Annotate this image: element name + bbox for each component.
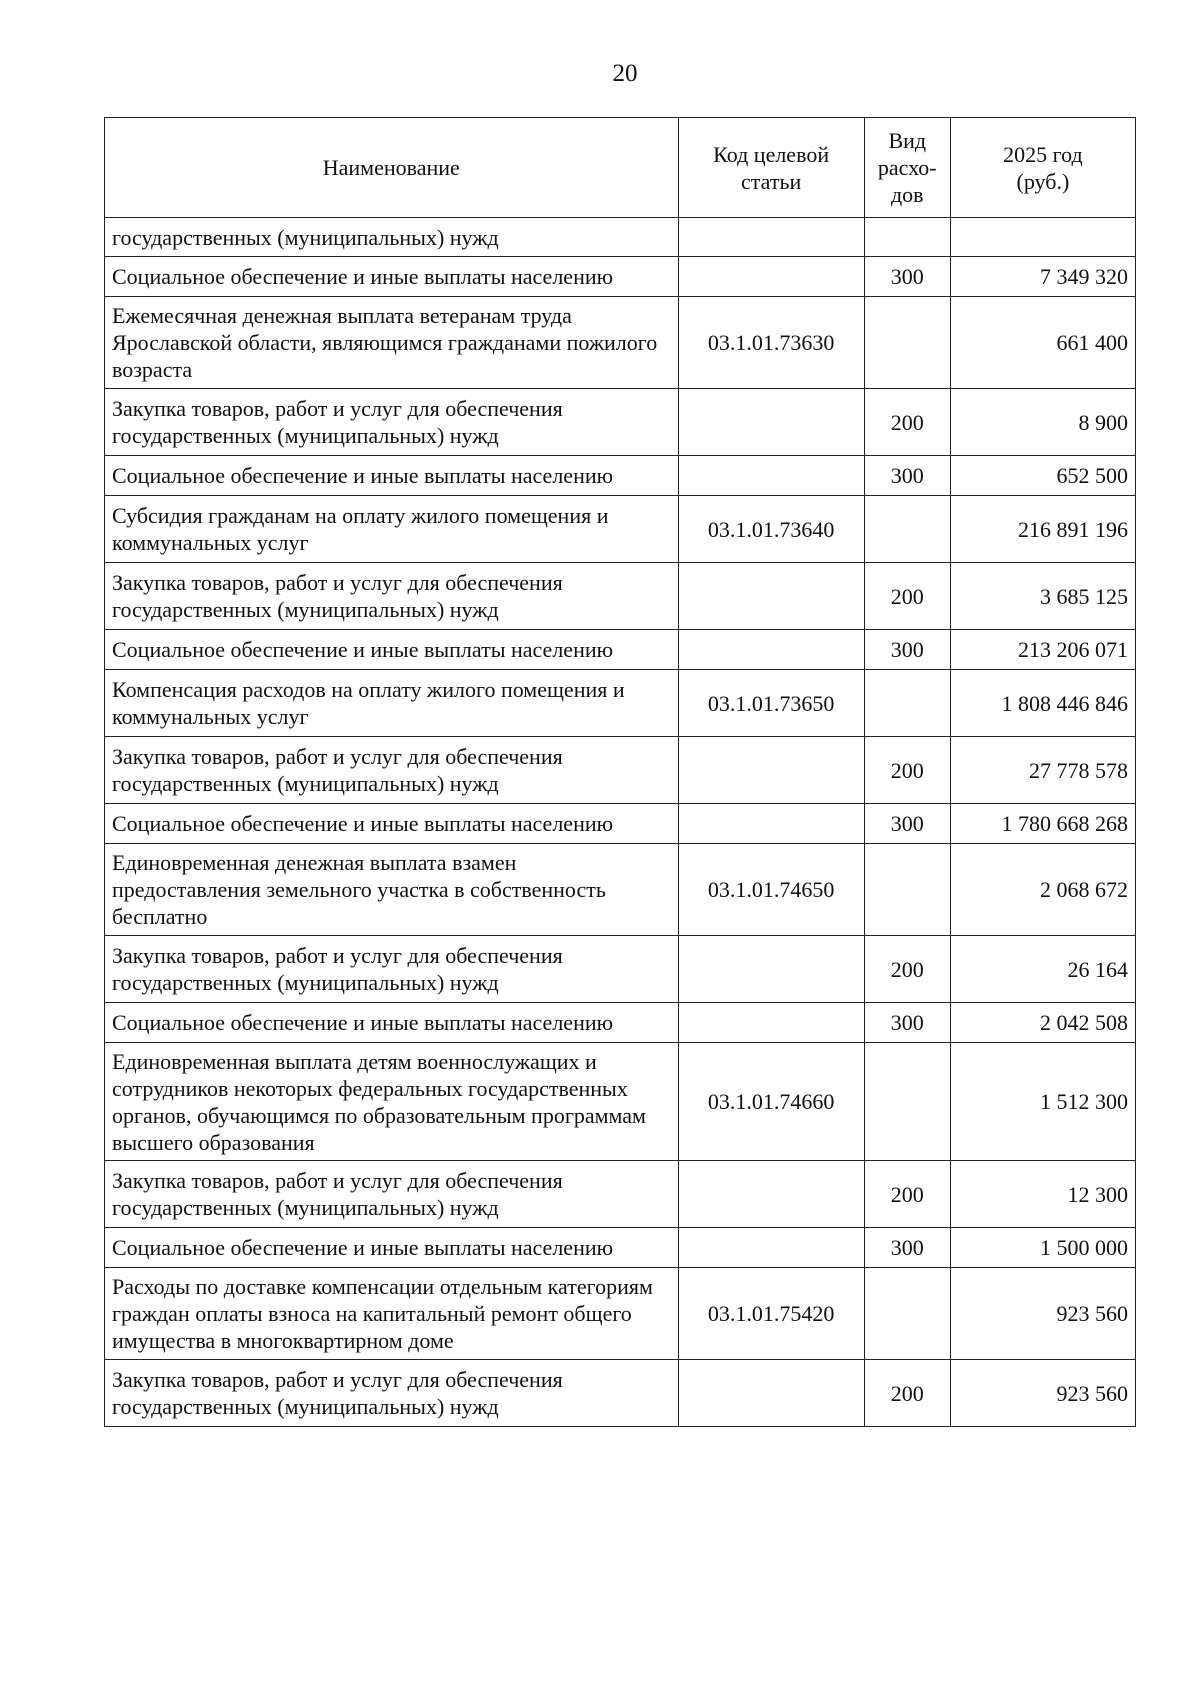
table-row xyxy=(105,496,1136,563)
cell-amount: 923 560 xyxy=(950,1360,1135,1427)
header-type: Вид расхо- дов xyxy=(864,118,950,218)
cell-type: 200 xyxy=(864,1360,950,1427)
cell-name: Закупка товаров, работ и услуг для обеспечения государственных (муниципальных) нужд xyxy=(105,389,679,456)
cell-type: 300 xyxy=(864,630,950,670)
table-row xyxy=(105,844,1136,936)
table-row xyxy=(105,737,1136,804)
header-name: Наименование xyxy=(105,118,679,218)
cell-amount: 3 685 125 xyxy=(950,563,1135,630)
table-row xyxy=(105,563,1136,630)
cell-amount: 8 900 xyxy=(950,389,1135,456)
cell-code: 03.1.01.74650 xyxy=(678,844,864,936)
cell-amount: 27 778 578 xyxy=(950,737,1135,804)
cell-amount: 1 500 000 xyxy=(950,1228,1135,1268)
cell-name: Единовременная выплата детям военнослужащих и сотрудников некоторых федеральных государственных органов, обучающимся по образовательным программам высшего образования xyxy=(105,1043,679,1161)
cell-code xyxy=(678,389,864,456)
cell-type: 300 xyxy=(864,1003,950,1043)
cell-type xyxy=(864,670,950,737)
table-row xyxy=(105,456,1136,496)
cell-name: Расходы по доставке компенсации отдельным категориям граждан оплаты взноса на капитальный ремонт общего имущества в многоквартирном доме xyxy=(105,1268,679,1360)
cell-name: Социальное обеспечение и иные выплаты населению xyxy=(105,1003,679,1043)
cell-amount: 661 400 xyxy=(950,297,1135,389)
cell-code: 03.1.01.74660 xyxy=(678,1043,864,1161)
cell-type xyxy=(864,1268,950,1360)
cell-type: 200 xyxy=(864,1161,950,1228)
cell-amount: 1 780 668 268 xyxy=(950,804,1135,844)
table-row xyxy=(105,1043,1136,1161)
cell-name: Закупка товаров, работ и услуг для обеспечения государственных (муниципальных) нужд xyxy=(105,936,679,1003)
cell-type xyxy=(864,844,950,936)
cell-amount xyxy=(950,218,1135,257)
table-row xyxy=(105,257,1136,297)
table-row xyxy=(105,1003,1136,1043)
cell-type: 300 xyxy=(864,804,950,844)
cell-code: 03.1.01.73650 xyxy=(678,670,864,737)
cell-amount: 12 300 xyxy=(950,1161,1135,1228)
cell-name: Социальное обеспечение и иные выплаты населению xyxy=(105,630,679,670)
cell-code xyxy=(678,563,864,630)
cell-type: 300 xyxy=(864,456,950,496)
cell-code xyxy=(678,257,864,297)
cell-name: Социальное обеспечение и иные выплаты населению xyxy=(105,1228,679,1268)
cell-name: Субсидия гражданам на оплату жилого помещения и коммунальных услуг xyxy=(105,496,679,563)
cell-code xyxy=(678,1003,864,1043)
cell-name: Компенсация расходов на оплату жилого помещения и коммунальных услуг xyxy=(105,670,679,737)
cell-amount: 216 891 196 xyxy=(950,496,1135,563)
cell-type xyxy=(864,1043,950,1161)
table-row xyxy=(105,670,1136,737)
cell-code xyxy=(678,737,864,804)
cell-amount: 2 068 672 xyxy=(950,844,1135,936)
table-row xyxy=(105,297,1136,389)
cell-code: 03.1.01.73630 xyxy=(678,297,864,389)
cell-code xyxy=(678,936,864,1003)
table-row xyxy=(105,1228,1136,1268)
table-row xyxy=(105,936,1136,1003)
cell-type xyxy=(864,297,950,389)
cell-amount: 213 206 071 xyxy=(950,630,1135,670)
cell-amount: 652 500 xyxy=(950,456,1135,496)
table-row xyxy=(105,1161,1136,1228)
cell-code: 03.1.01.73640 xyxy=(678,496,864,563)
table-row xyxy=(105,1360,1136,1427)
table-header-row xyxy=(105,118,1136,218)
cell-name: Социальное обеспечение и иные выплаты населению xyxy=(105,456,679,496)
cell-type: 300 xyxy=(864,1228,950,1268)
cell-name: Социальное обеспечение и иные выплаты населению xyxy=(105,804,679,844)
cell-code xyxy=(678,218,864,257)
cell-amount: 7 349 320 xyxy=(950,257,1135,297)
cell-type xyxy=(864,218,950,257)
cell-amount: 923 560 xyxy=(950,1268,1135,1360)
cell-name: Закупка товаров, работ и услуг для обеспечения государственных (муниципальных) нужд xyxy=(105,737,679,804)
table-row xyxy=(105,804,1136,844)
cell-name: Единовременная денежная выплата взамен предоставления земельного участка в собственность бесплатно xyxy=(105,844,679,936)
cell-type: 200 xyxy=(864,563,950,630)
cell-name: Социальное обеспечение и иные выплаты населению xyxy=(105,257,679,297)
cell-name: государственных (муниципальных) нужд xyxy=(105,218,679,257)
page-number: 20 xyxy=(612,60,638,87)
table-row xyxy=(105,389,1136,456)
cell-code xyxy=(678,1161,864,1228)
cell-type: 200 xyxy=(864,936,950,1003)
cell-code: 03.1.01.75420 xyxy=(678,1268,864,1360)
cell-type: 200 xyxy=(864,389,950,456)
cell-code xyxy=(678,1228,864,1268)
cell-amount: 2 042 508 xyxy=(950,1003,1135,1043)
cell-amount: 26 164 xyxy=(950,936,1135,1003)
header-code: Код целевой статьи xyxy=(678,118,864,218)
table-row xyxy=(105,218,1136,257)
cell-name: Закупка товаров, работ и услуг для обеспечения государственных (муниципальных) нужд xyxy=(105,1360,679,1427)
cell-code xyxy=(678,804,864,844)
table-row xyxy=(105,1268,1136,1360)
table-row xyxy=(105,630,1136,670)
cell-type: 200 xyxy=(864,737,950,804)
cell-amount: 1 512 300 xyxy=(950,1043,1135,1161)
cell-name: Закупка товаров, работ и услуг для обеспечения государственных (муниципальных) нужд xyxy=(105,563,679,630)
cell-type: 300 xyxy=(864,257,950,297)
cell-code xyxy=(678,456,864,496)
cell-name: Ежемесячная денежная выплата ветеранам труда Ярославской области, являющимся гражданами пожилого возраста xyxy=(105,297,679,389)
cell-code xyxy=(678,1360,864,1427)
cell-type xyxy=(864,496,950,563)
cell-amount: 1 808 446 846 xyxy=(950,670,1135,737)
header-amount: 2025 год (руб.) xyxy=(950,118,1135,218)
budget-table xyxy=(104,117,1136,1427)
cell-code xyxy=(678,630,864,670)
cell-name: Закупка товаров, работ и услуг для обеспечения государственных (муниципальных) нужд xyxy=(105,1161,679,1228)
